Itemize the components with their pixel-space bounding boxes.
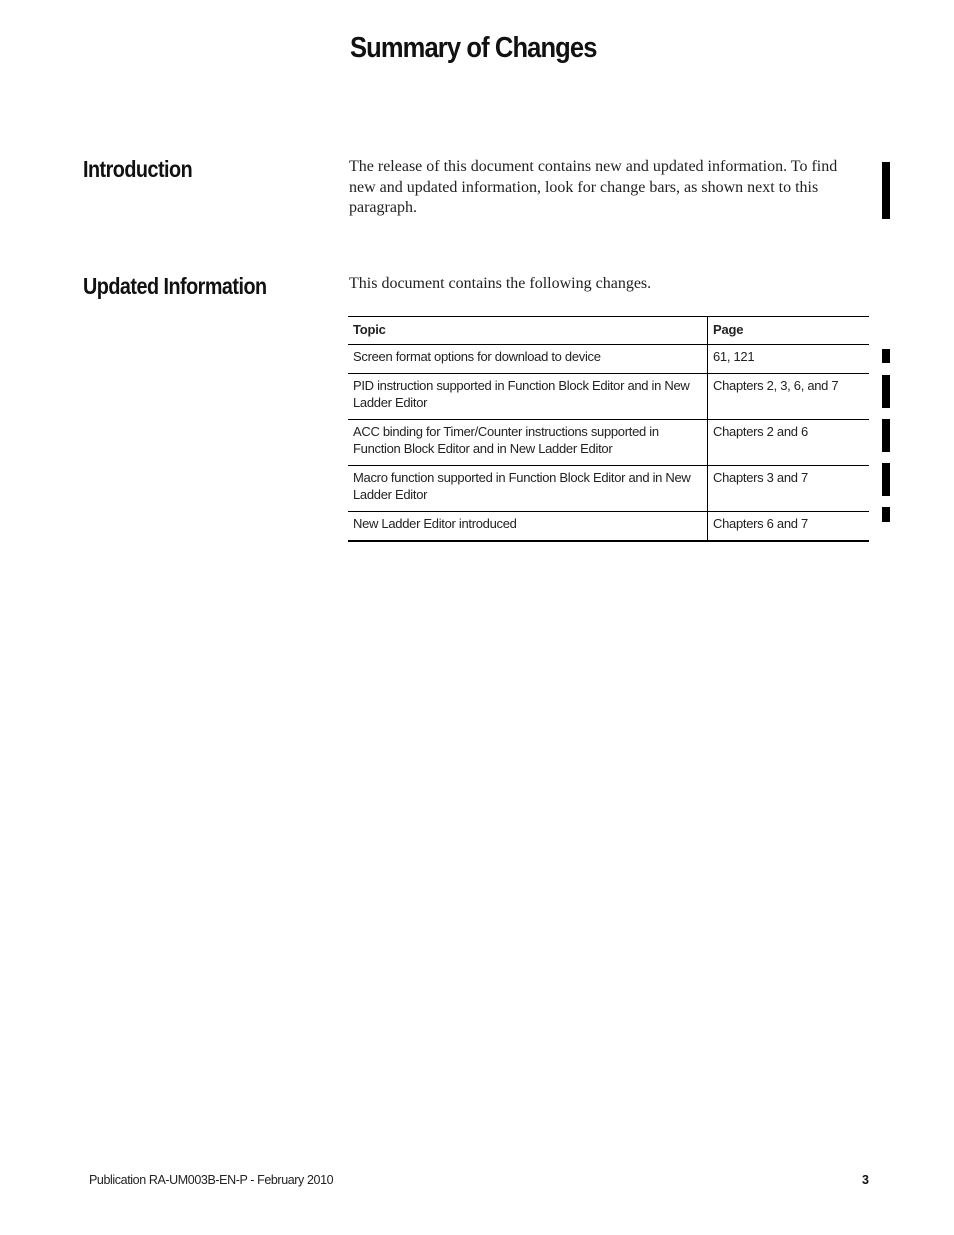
change-bar bbox=[882, 162, 890, 219]
topic-cell: Screen format options for download to device bbox=[348, 345, 708, 374]
change-bar bbox=[882, 349, 890, 363]
change-bar bbox=[882, 463, 890, 496]
changes-table bbox=[348, 316, 869, 542]
introduction-text: The release of this document contains new and updated information. To find new and updated information, look for change bars, as shown next to this paragraph. bbox=[349, 158, 838, 216]
table-header-row bbox=[348, 317, 869, 345]
introduction-heading: Introduction bbox=[83, 156, 193, 182]
page-cell: Chapters 6 and 7 bbox=[708, 512, 870, 542]
table-row bbox=[348, 345, 869, 374]
change-bar bbox=[882, 375, 890, 408]
column-header-page: Page bbox=[708, 317, 870, 345]
topic-cell: Macro function supported in Function Block Editor and in New Ladder Editor bbox=[348, 466, 708, 512]
footer-publication: Publication RA-UM003B-EN-P - February 2010 bbox=[89, 1173, 334, 1187]
topic-cell: ACC binding for Timer/Counter instructions supported in Function Block Editor and in New Ladder Editor bbox=[348, 420, 708, 466]
topic-cell: PID instruction supported in Function Block Editor and in New Ladder Editor bbox=[348, 374, 708, 420]
topic-cell: New Ladder Editor introduced bbox=[348, 512, 708, 542]
table-row bbox=[348, 512, 869, 542]
column-header-topic: Topic bbox=[348, 317, 708, 345]
change-bar bbox=[882, 507, 890, 522]
updated-information-heading: Updated Information bbox=[83, 273, 267, 299]
page-cell: Chapters 2, 3, 6, and 7 bbox=[708, 374, 870, 420]
page-title: Summary of Changes bbox=[350, 32, 597, 64]
table-row bbox=[348, 420, 869, 466]
updated-information-text: This document contains the following changes. bbox=[349, 275, 652, 292]
change-bar bbox=[882, 419, 890, 452]
page-cell: 61, 121 bbox=[708, 345, 870, 374]
page-cell: Chapters 3 and 7 bbox=[708, 466, 870, 512]
table-row bbox=[348, 374, 869, 420]
footer-page-number: 3 bbox=[862, 1173, 869, 1187]
page-cell: Chapters 2 and 6 bbox=[708, 420, 870, 466]
table-row bbox=[348, 466, 869, 512]
